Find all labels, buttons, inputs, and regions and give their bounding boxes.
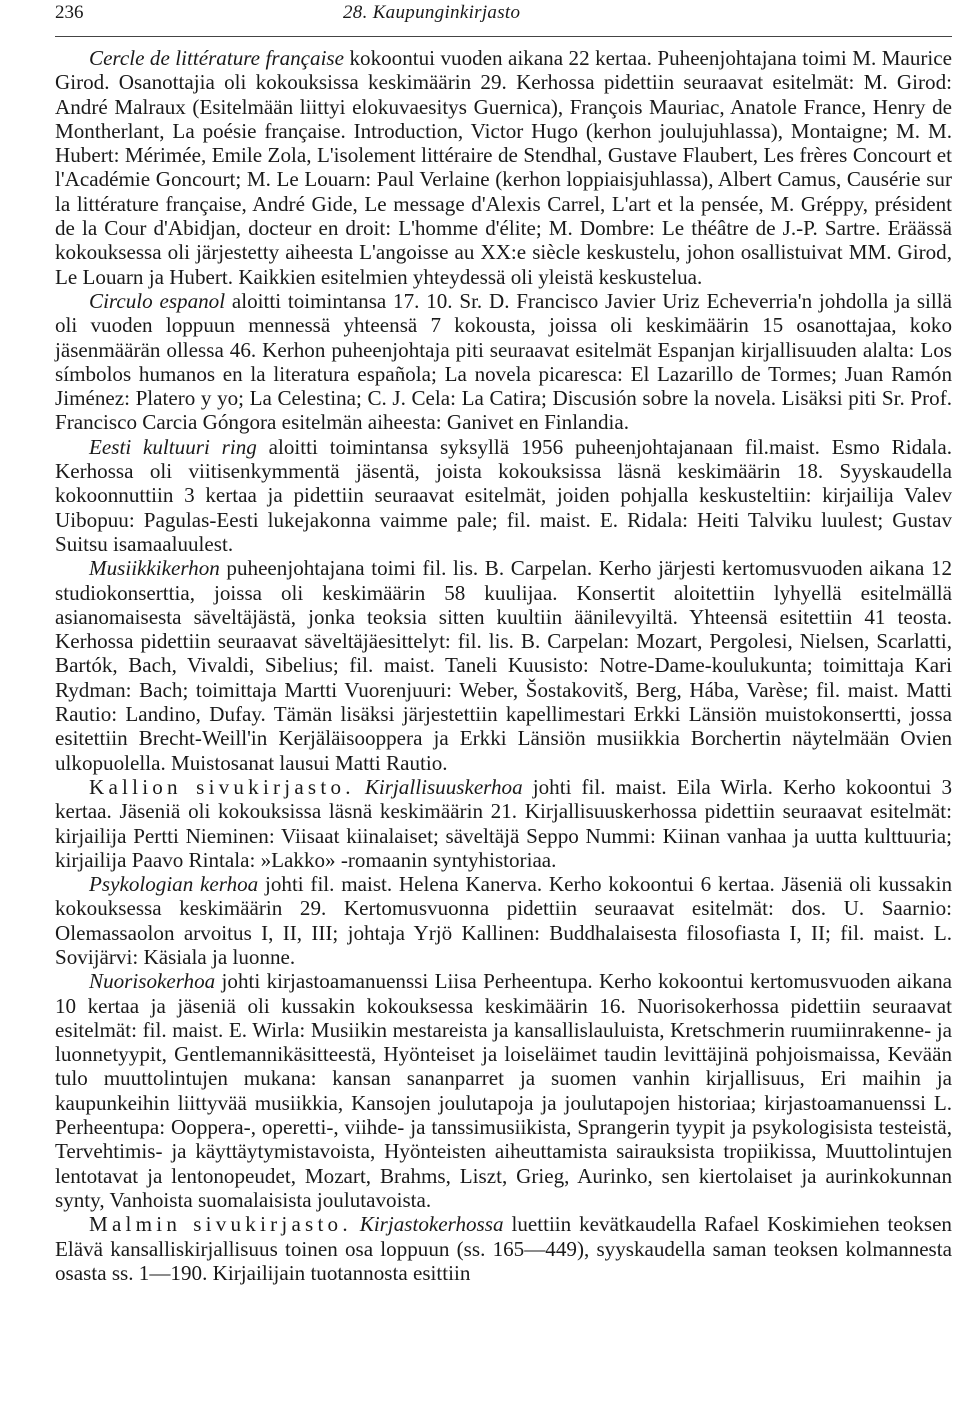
paragraph-text: johti fil. maist. Eila Wirla. Kerho kokoontui 3 kertaa. Jäseniä oli kokouksissa läsnä keskimäärin 21. Kirjallisuuskerhossa pidettiin seuraavat esitelmät: kirjailija Pertti Nieminen: Viisaat kiinalaiset; säveltäjä Seppo Nummi: Kiinan vanhaa ja uutta kulttuuria; kirjailija Paavo Rintala: »Lakko» -romaanin syntyhistoriaa.: [55, 774, 952, 872]
body-text: [55, 46, 952, 1285]
page-header: [55, 0, 952, 37]
page-number: 236: [55, 2, 84, 23]
paragraph-text: [352, 1212, 360, 1236]
club-name: Psykologian kerhoa: [89, 872, 259, 897]
club-name: Musiikkikerhon: [89, 556, 220, 581]
paragraph: [55, 969, 952, 1212]
running-title: 28. Kaupunginkirjasto: [343, 2, 521, 23]
branch-library-heading: Kallion sivukirjasto.: [89, 774, 355, 799]
page: [55, 0, 952, 1285]
paragraph: [55, 556, 952, 775]
paragraph: [55, 1212, 952, 1285]
paragraph: [55, 46, 952, 289]
paragraph: [55, 775, 952, 872]
paragraph: [55, 289, 952, 435]
paragraph-text: johti fil. maist. Helena Kanerva. Kerho kokoontui 6 kertaa. Jäseniä oli kussakin kokouksessa keskimäärin 29. Kertomusvuonna pidettiin seuraavat esitelmät: dos. U. Saarnio: Olemassaolon arvoitus I, II, III; johtaja Yrjö Kallinen: Buddhalaisesta filosofiasta I, II; fil. maist. L. Sovijärvi: Käsiala ja luonne.: [55, 872, 953, 969]
club-name: Kirjastokerhossa: [359, 1212, 504, 1237]
paragraph-text: [355, 775, 365, 799]
paragraph-text: aloitti toimintansa syksyllä 1956 puheenjohtajanaan fil.maist. Esmo Ridala. Kerhossa oli viitisenkymmentä jäsentä, joista kokouksissa läsnä keskimäärin 18. Syyskaudella kokoonnuttiin 3 kertaa ja pidettiin seuraavat esitelmät, joiden pohjalla keskusteltiin: kirjailija Valev Uibopuu: Pagulas-Eesti lukejakonna vaimme pale; fil. maist. E. Ridala: Heiti Talviku luulest; Gustav Suitsu isamaaluulest.: [55, 434, 952, 556]
paragraph-text: kokoontui vuoden aikana 22 kertaa. Puheenjohtajana toimi M. Maurice Girod. Osanottajia oli kokouksissa keskimäärin 29. Kerhossa pidettiin seuraavat esitelmät: M. Girod: André Malraux (Esitelmään liittyi elokuvaesitys Guernica), François Mauriac, Anatole France, Henry de Montherlant, La poésie française. Introduction, Victor Hugo (kerhon joulujuhlassa), Montaigne; M. M. Hubert: Mérimée, Emile Zola, L'isolement littéraire de Stendhal, Gustave Flaubert, Les frères Concourt et l'Académie Goncourt; M. Le Louarn: Paul Verlaine (kerhon loppiaisjuhlassa), Albert Camus, Causérie sur la littérature française, André Gide, Le message d'Alexis Carrel, L'art et la pensée, M. Gréppy, président de la Cour d'Abidjan, docteur en droit: L'homme d'élite; M. Dombre: Le théâtre de J.-P. Sartre. Eräässä kokouksessa oli järjestetty aiheesta L'angoisse au XX:e siècle keskustelu, johon osallistuivat MM. Girod, Le Louarn ja Hubert. Kaikkien esitelmien yhteydessä oli yleistä keskustelua.: [55, 46, 953, 289]
club-name: Kirjallisuuskerhoa: [364, 774, 523, 799]
club-name: Nuorisokerhoa: [89, 969, 216, 994]
paragraph-text: luettiin kevätkaudella Rafael Koskimiehen teoksen Elävä kansalliskirjallisuus toinen osa loppuun (ss. 165—449), syyskaudella saman teoksen kolmannesta osasta ss. 1—190. Kirjailijain tuotannosta esittiin: [55, 1212, 952, 1285]
club-name: Cercle de littérature française: [89, 46, 345, 70]
branch-library-heading: Malmin sivukirjasto.: [89, 1212, 352, 1237]
club-name: Circulo espanol: [89, 288, 226, 313]
paragraph-text: puheenjohtajana toimi fil. lis. B. Carpelan. Kerho järjesti kertomusvuoden aikana 12 studiokonserttia, joissa oli keskimäärin 58 kuulijaa. Konsertit aloitettiin lyhyellä esitelmällä asianomaisesta säveltäjästä, jonka teoksia sitten kuultiin äänilevyiltä. Yhteensä esitettiin 41 teosta. Kerhossa pidettiin seuraavat säveltäjäesittelyt: fil. lis. B. Carpelan: Mozart, Pergolesi, Nielsen, Scarlatti, Bartók, Bach, Vivaldi, Sibelius; fil. maist. Taneli Kuusisto: Notre-Dame-koulukunta; toimittaja Kari Rydman: Bach; toimittaja Martti Vuorenjuuri: Weber, Šostakovitš, Berg, Hába, Varèse; fil. maist. Matti Rautio: Landino, Dufay. Tämän lisäksi järjestettiin kapellimestari Erkki Länsiön muistokonsertti, jossa esitettiin Brecht-Weill'in Kerjäläisooppera ja Erkki Länsiön musiikkia Borchertin näytelmään Ovien ulkopuolella. Muistosanat lausui Matti Rautio.: [55, 556, 952, 775]
paragraph-text: johti kirjastoamanuenssi Liisa Perheentupa. Kerho kokoontui kertomusvuoden aikana 10 kertaa ja jäseniä oli kussakin kokouksessa keskimäärin 16. Nuorisokerhossa pidettiin seuraavat esitelmät: fil. maist. E. Wirla: Musiikin mestareista ja kansallislauluista, Kretschmerin ruumiinrakenne- ja luonnetyypit, Gentlemannikäsitteestä, Hyönteiset ja loiseläimet taudin levittäjinä pohjoismaissa, Kevään tulo muuttolintujen mukana: kansan sananparret ja suomen vanhin kirjallisuus, Eri maihin ja kaupunkeihin liittyvää musiikkia, Kansojen joulutapoja ja joulutapojen historiaa; kirjastoamanuenssi L. Perheentupa: Ooppera-, operetti-, viihde- ja tanssimusiikista, Sprangerin tyypit ja psykologisista testeistä, Tervehtimis- ja käyttäytymistavoista, Hyönteisten aiheuttamista sairauksista tropiikissa, Muuttolintujen lentotavat ja lentonopeudet, Mozart, Brahms, Liszt, Grieg, Aurinko, sen kiertolaiset ja aurinkokunnan synty, Vanhoista suomalaisista joulutavoista.: [55, 969, 952, 1212]
club-name: Eesti kultuuri ring: [89, 434, 257, 459]
paragraph: [55, 872, 952, 969]
paragraph: [55, 435, 952, 556]
paragraph-text: aloitti toimintansa 17. 10. Sr. D. Francisco Javier Uriz Echeverria'n johdolla ja sillä oli vuoden loppuun mennessä yhteensä 7 kokousta, joissa oli keskimäärin 15 osanottajaa, koko jäsenmäärän ollessa 46. Kerhon puheenjohtaja piti seuraavat esitelmät Espanjan kirjallisuuden alalta: Los símbolos humanos en la literatura española; La novela picaresca: El Lazarillo de Tormes; Juan Ramón Jiménez: Platero y yo; La Celestina; C. J. Cela: La Catira; Discusión sobre la novela. Lisäksi piti Sr. Prof. Francisco Carcia Góngora esitelmän aiheesta: Ganivet en Finlandia.: [55, 288, 952, 435]
